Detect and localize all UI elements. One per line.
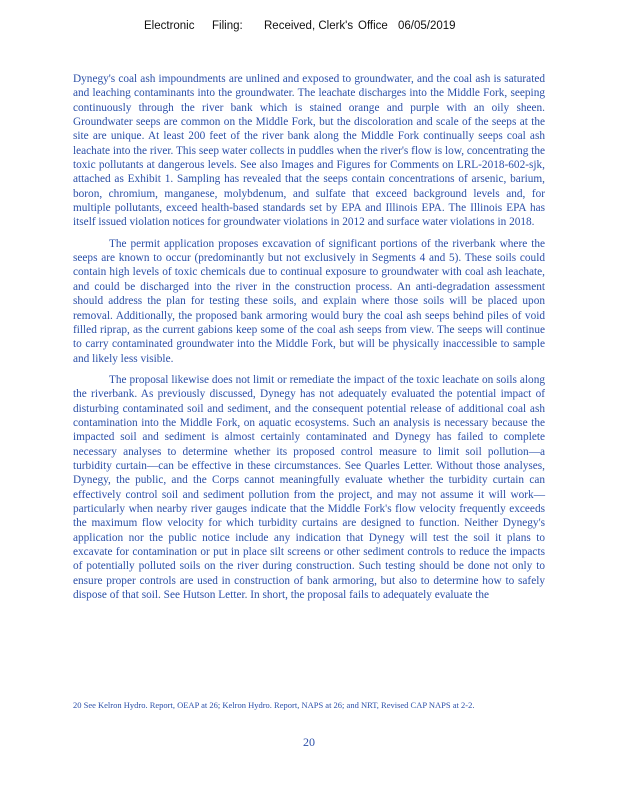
header-office: Office — [358, 20, 388, 32]
header-date: 06/05/2019 — [398, 20, 456, 32]
header-received: Received, Clerk's — [264, 20, 354, 32]
footnote: 20 See Kelron Hydro. Report, OEAP at 26; Kelron Hydro. Report, NAPS at 26; and NRT, Revised CAP NAPS at 2-2. — [73, 700, 475, 710]
paragraph-3: The proposal likewise does not limit or remediate the impact of the toxic leachate on soils along the riverbank. As previously discussed, Dynegy has not adequately evaluated the potential impact of disturbing contaminated soil and sediment, and the consequent potential release of additional coal ash contamination into the Middle Fork, on aquatic ecosystems. Such an analysis is necessary because the impacted soil and sediment is almost certainly contaminated and Dynegy has failed to complete necessary analyses to determine whether its proposed control measure to limit soil pollution—a turbidity curtain—can be effective in these circumstances. See Quarles Letter. Without those analyses, Dynegy, the public, and the Corps cannot meaningfully evaluate whether the turbidity curtain can effectively control soil and sediment pollution from the project, and may not assume it will work—particularly when nearby river gauges indicate that the Middle Fork's flow velocity frequently exceeds the maximum flow velocity for which turbidity curtains are designed to function. Neither Dynegy's application nor the public notice include any indication that Dynegy will test the soil it plans to excavate for contamination or put in place silt screens or other sediment controls to reduce the impacts of potentially polluted soils on the river during construction. Such testing should be done not only to ensure proper controls are used in construction of bank armoring, but also to determine how to safely dispose of that soil. See Hutson Letter. In short, the proposal fails to adequately evaluate the — [73, 373, 545, 602]
paragraph-2: The permit application proposes excavation of significant portions of the riverbank where the seeps are known to occur (predominantly but not exclusively in Segments 4 and 5). These soils could contain high levels of toxic chemicals due to continual exposure to groundwater with coal ash leachate, and could be discharged into the river in the construction process. An anti-degradation assessment should address the plan for testing these soils, and explain where those soils will be placed upon removal. Additionally, the proposed bank armoring would bury the coal ash seeps behind piles of void filled riprap, as the current gabions keep some of the coal ash seeps from view. The seeps will continue to carry contaminated groundwater into the Middle Fork, but will be physically inaccessible to sample and likely less visible. — [73, 237, 545, 365]
header-electronic: Electronic — [144, 20, 195, 32]
document-body — [73, 72, 545, 609]
page-number: 20 — [303, 735, 315, 749]
paragraph-1: Dynegy's coal ash impoundments are unlined and exposed to groundwater, and the coal ash is saturated and leaching contaminants into the groundwater. The leachate discharges into the Middle Fork, seeping continuously through the river bank which is stained orange and purple with an oily sheen. Groundwater seeps are common on the Middle Fork, but the discoloration and scale of the seeps at the site are unique. At least 200 feet of the river bank along the Middle Fork continually seeps coal ash leachate into the river. This seep water collects in puddles when the river's flow is low, concentrating the toxic pollutants at dangerous levels. See also Images and Figures for Comments on LRL-2018-602-sjk, attached as Exhibit 1. Sampling has revealed that the seeps contain concentrations of arsenic, barium, boron, chromium, manganese, molybdenum, and sulfate that exceed background levels and, for multiple pollutants, exceed health-based standards set by EPA and Illinois EPA. The Illinois EPA has itself issued violation notices for groundwater violations in 2012 and surface water violations in 2018. — [73, 73, 545, 229]
header-filing: Filing: — [212, 20, 243, 32]
